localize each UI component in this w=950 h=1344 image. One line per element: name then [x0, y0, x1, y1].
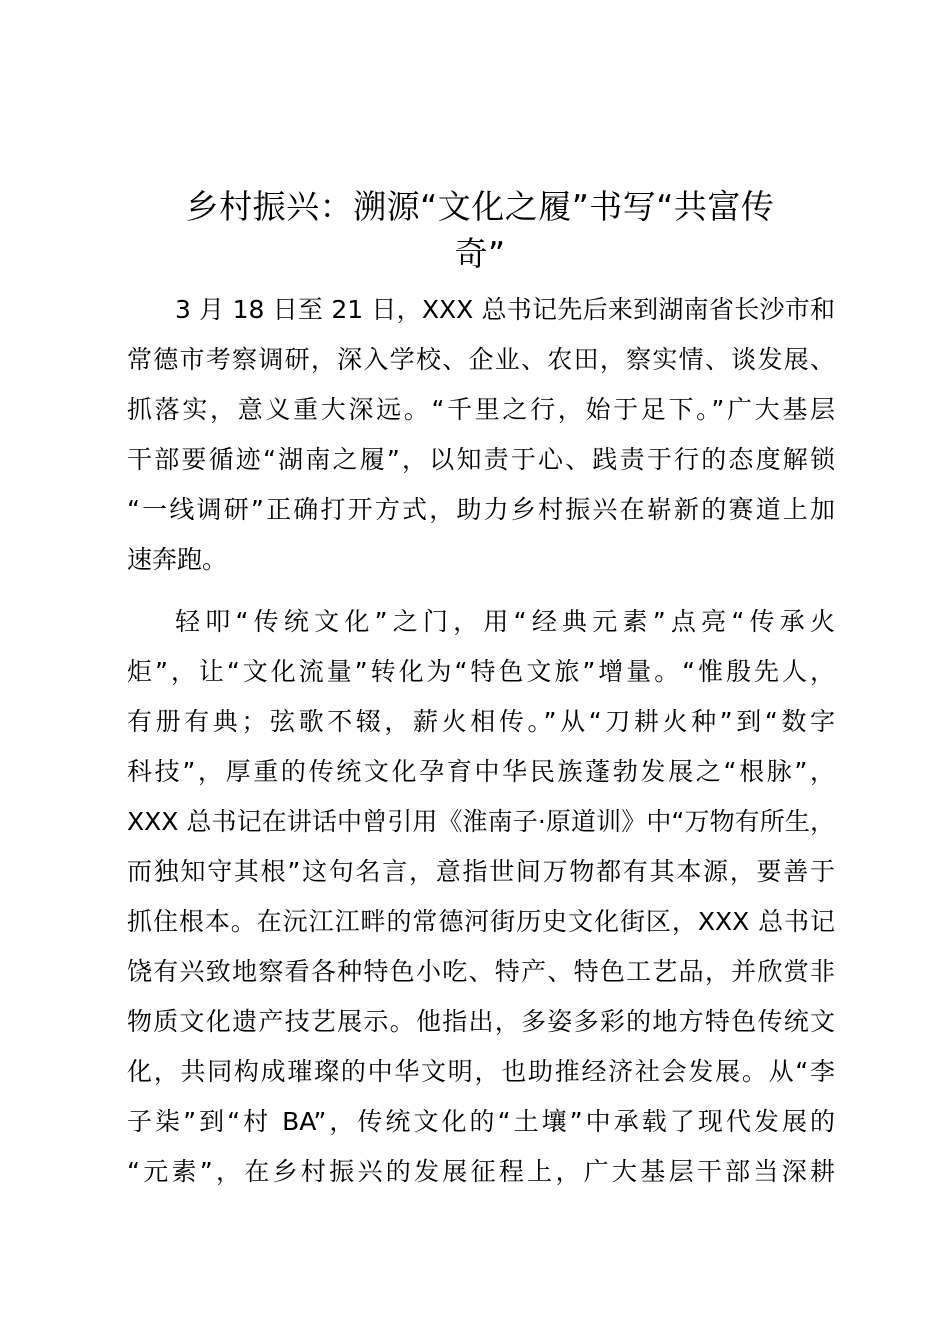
paragraph-line: 轻叩“传统文化”之门，用“经典元素”点亮“传承火: [175, 607, 835, 636]
paragraph-line: 常德市考察调研，深入学校、企业、农田，察实情、谈发展、: [127, 345, 835, 374]
paragraph-line: 抓落实，意义重大深远。“千里之行，始于足下。”广大基层: [127, 395, 835, 424]
paragraph-line: 干部要循迹“湖南之履”，以知责于心、践责于行的态度解锁: [127, 445, 835, 474]
paragraph-line: 而独知守其根”这句名言，意指世间万物都有其本源，要善于: [127, 857, 835, 886]
paragraph-1: [127, 285, 835, 585]
paragraph-line: 炬”，让“文化流量”转化为“特色文旅”增量。“惟殷先人，: [127, 657, 835, 686]
paragraph-line: 速奔跑。: [127, 545, 228, 574]
document-body: [127, 285, 835, 1209]
document-title: [128, 183, 832, 277]
paragraph-line: 3 月 18 日至 21 日，XXX 总书记先后来到湖南省长沙市和: [175, 295, 835, 324]
paragraph-line: 子柒”到“村 BA”，传统文化的“土壤”中承载了现代发展的: [127, 1107, 835, 1136]
paragraph-line: 科技”，厚重的传统文化孕育中华民族蓬勃发展之“根脉”，: [127, 757, 835, 786]
paragraph-line: 饶有兴致地察看各种特色小吃、特产、特色工艺品，并欣赏非: [127, 957, 835, 986]
paragraph-line: 抓住根本。在沅江江畔的常德河街历史文化街区，XXX 总书记: [127, 907, 835, 936]
paragraph-line: 有册有典；弦歌不辍，薪火相传。”从“刀耕火种”到“数字: [127, 707, 835, 736]
paragraph-line: 化，共同构成璀璨的中华文明，也助推经济社会发展。从“李: [127, 1057, 835, 1086]
paragraph-2: [127, 597, 835, 1197]
paragraph-line: “元素”，在乡村振兴的发展征程上，广大基层干部当深耕: [127, 1157, 835, 1186]
paragraph-line: “一线调研”正确打开方式，助力乡村振兴在崭新的赛道上加: [127, 495, 835, 524]
title-line: 奇”: [454, 234, 506, 273]
paragraph-line: 物质文化遗产技艺展示。他指出，多姿多彩的地方特色传统文: [127, 1007, 835, 1036]
paragraph-line: XXX 总书记在讲话中曾引用《淮南子·原道训》中“万物有所生，: [127, 807, 835, 836]
title-line: 乡村振兴：溯源“文化之履”书写“共富传: [185, 187, 775, 226]
